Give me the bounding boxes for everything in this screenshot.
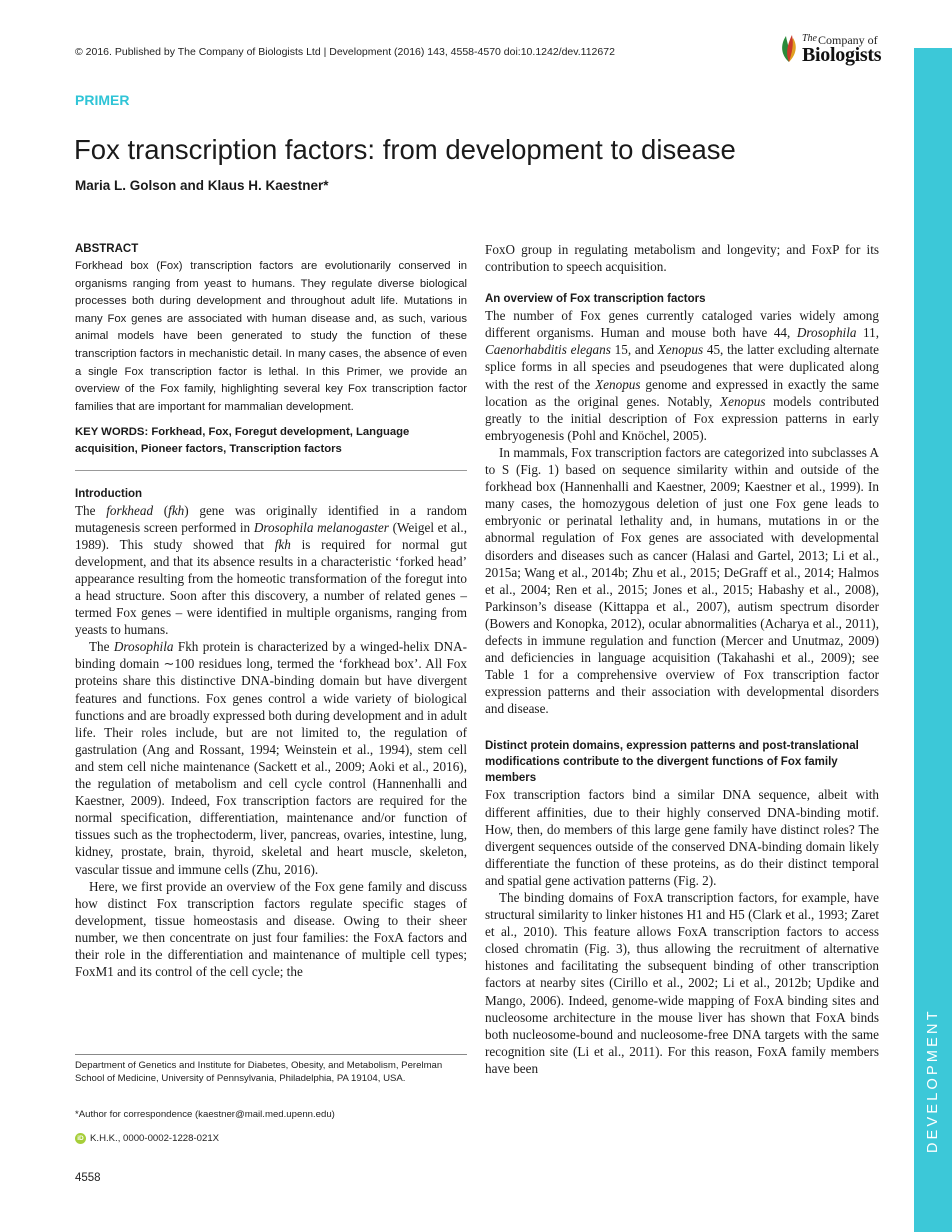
intro-paragraph-3: Here, we first provide an overview of the Fox gene family and discuss how distinct Fox transcription factors regulate specific stages of development, tissue homeostasis and disease. Owing to their sheer number, we then concentrate on just four families: the FoxA factors and their role in the differentiation and maintenance of multiple cell types; FoxM1 and its control of the cell cycle; the — [75, 878, 467, 980]
intro-continuation: FoxO group in regulating metabolism and longevity; and FoxP for its contribution to speech acquisition. — [485, 242, 879, 275]
right-column — [485, 241, 879, 1077]
footnote-divider — [75, 1054, 467, 1055]
keywords: KEY WORDS: Forkhead, Fox, Foregut development, Language acquisition, Pioneer factors, Transcription factors — [75, 426, 410, 455]
page-number: 4558 — [75, 1172, 101, 1184]
intro-paragraph-1: The forkhead (fkh) gene was originally identified in a random mutagenesis screen performed in Drosophila melanogaster (Weigel et al., 1989). This study showed that fkh is required for normal gut development, and that its absence results in a characteristic ‘forked head’ appearance resulting from the homeotic transformation of the foregut into a head structure. Soon after this discovery, a number of related genes – termed Fox genes – were identified in multiple organisms, ranging from yeasts to humans. — [75, 502, 467, 638]
domains-heading: Distinct protein domains, expression patterns and post-translational modifications contribute to the divergent functions of Fox family members — [485, 740, 859, 785]
affiliation-footnote: Department of Genetics and Institute for Diabetes, Obesity, and Metabolism, Perelman School of Medicine, University of Pennsylvania, Philadelphia, PA 19104, USA. — [75, 1060, 443, 1084]
overview-paragraph-2: In mammals, Fox transcription factors are categorized into subclasses A to S (Fig. 1) based on sequence similarity within and outside of the forkhead box (Hannenhalli and Kaestner, 2009; Kaestner et al., 1999). In many cases, the homozygous deletion of just one Fox gene leads to embryonic or perinatal lethality and, in humans, mutations in or the abnormal regulation of Fox genes are associated with developmental disorders and diseases such as cancer (Halasi and Gartel, 2013; Li et al., 2015a; Wang et al., 2014b; Zhu et al., 2015; DeGraff et al., 2014; Halmos et al., 2004; Ren et al., 2015; Jones et al., 2015; Habashy et al., 2008), Parkinson’s disease (Kittappa et al., 2007), autism spectrum disorder (Bowers and Konopka, 2012), ocular abnormalities (Acharya et al., 2011), defects in immune regulation and function (Mercer and Unutmaz, 2009) and deficiencies in language acquisition (Takahashi et al., 2009); see Table 1 for a comprehensive overview of Fox transcription factor expression patterns and their association with developmental disorders and disease. — [485, 444, 879, 717]
logo-emblem-icon — [778, 33, 800, 63]
orcid-icon[interactable]: iD — [75, 1133, 86, 1144]
article-authors: Maria L. Golson and Klaus H. Kaestner* — [75, 178, 329, 193]
abstract-heading: ABSTRACT — [75, 243, 139, 255]
logo-biologists: Biologists — [802, 44, 882, 66]
intro-heading: Introduction — [75, 487, 143, 500]
left-column — [75, 241, 467, 980]
domains-paragraph-2: The binding domains of FoxA transcription factors, for example, have structural similarity to linker histones H1 and H5 (Clark et al., 1993; Zaret et al., 2010). This feature allows FoxA transcription factors to access closed chromatin (Fig. 3), thus allowing the recruitment of alternative histones and facilitating the subsequent binding of other transcription factors at nearby sites (Cirillo et al., 2002; Li et al., 2012b; Updike and Mango, 2006). Indeed, genome-wide mapping of FoxA binding sites and nucleosome architecture in the mouse liver has shown that FoxA binds both nucleosome-bound and nucleosome-free DNA targets with the same recognition site (Li et al., 2011). For this reason, FoxA family members have been — [485, 890, 879, 1076]
journal-sidebar-label: DEVELOPMENT — [925, 1008, 941, 1153]
correspondence-footnote: *Author for correspondence (kaestner@mail.med.upenn.edu) — [75, 1109, 335, 1120]
abstract-text: Forkhead box (Fox) transcription factors are evolutionarily conserved in organisms ranging from yeast to humans. They regulate diverse biological processes both during development and throughout adult life. Mutations in many Fox genes are associated with human disease and, as such, various animal models have been generated to study the function of these transcription factors in mechanistic detail. In many cases, the absence of even a single Fox transcription factor is lethal. In this Primer, we provide an overview of the Fox family, highlighting several key Fox transcription factor families that are important for mammalian development. — [75, 260, 467, 413]
intro-paragraph-2: The Drosophila Fkh protein is characterized by a winged-helix DNA-binding domain ∼100 residues long, termed the ‘forkhead box’. All Fox proteins share this distinctive DNA-binding domain but have divergent features and functions. Fox genes control a wide variety of biological functions and are broadly expressed both during development and in adult life. Their roles include, but are not limited to, the regulation of gastrulation (Ang and Rossant, 1994; Weinstein et al., 1994), stem cell and stem cell niche maintenance (Sackett et al., 2009; Aoki et al., 2016), the regulation of metabolism and cell cycle control (Hannenhalli and Kaestner, 2009). Indeed, Fox transcription factors are required for the normal specification, differentiation, maintenance and/or function of tissues such as the trophectoderm, liver, pancreas, ovaries, intestine, lung, kidney, prostate, brain, thyroid, skeletal and heart muscle, skeleton, vascular tissue and immune cells (Zhu, 2016). — [75, 639, 467, 877]
orcid-text: K.H.K., 0000-0002-1228-021X — [90, 1133, 220, 1144]
logo-the: The — [802, 33, 817, 44]
publisher-logo — [778, 32, 888, 66]
logo-company: Company of — [818, 33, 878, 47]
domains-paragraph-1: Fox transcription factors bind a similar DNA sequence, albeit with different affinities, due to their highly conserved DNA-binding motif. How, then, do members of this large gene family have distinct roles? The divergent sequences outside of the conserved DNA-binding domain likely differentiate the function of these proteins, as do their distinct temporal and spatial gene activation patterns (Fig. 2). — [485, 787, 879, 888]
article-type: PRIMER — [75, 92, 130, 108]
overview-heading: An overview of Fox transcription factors — [485, 293, 706, 306]
keywords-divider — [75, 470, 467, 471]
citation-header: © 2016. Published by The Company of Biologists Ltd | Development (2016) 143, 4558-4570 doi:10.1242/dev.112672 — [75, 46, 615, 58]
orcid-footnote — [75, 1133, 219, 1144]
article-title: Fox transcription factors: from development to disease — [74, 134, 736, 165]
overview-paragraph-1: The number of Fox genes currently cataloged varies widely among different organisms. Human and mouse both have 44, Drosophila 11, Caenorhabditis elegans 15, and Xenopus 45, the latter excluding alternate splice forms in all species and pseudogenes that were duplicated along with the rest of the Xenopus genome and expressed in exactly the same location as the original genes. Notably, Xenopus models contributed greatly to the initial description of Fox expression patterns in early embryogenesis (Pohl and Knöchel, 2005). — [485, 308, 880, 443]
